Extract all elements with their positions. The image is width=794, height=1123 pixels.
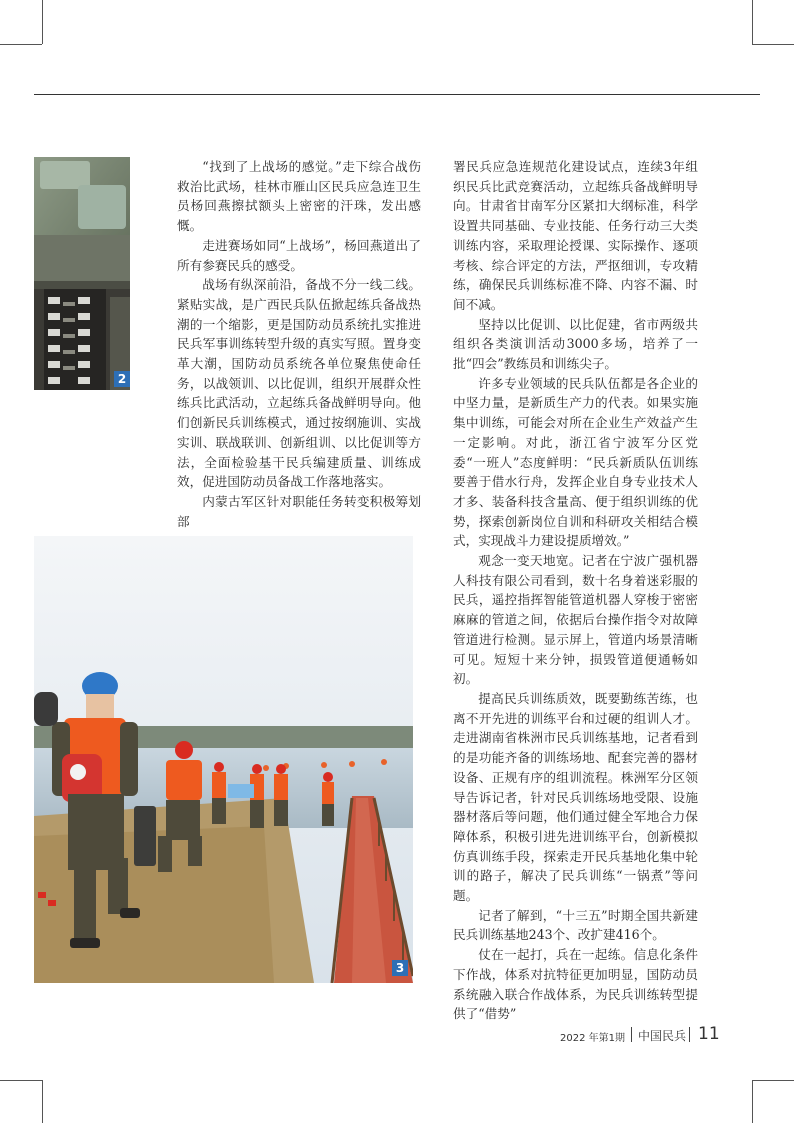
paragraph: 记者了解到，“十三五”时期全国共新建民兵训练基地243个、改扩建416个。 — [453, 907, 698, 943]
crop-mark — [42, 1080, 43, 1123]
paragraph: “找到了上战场的感觉。”走下综合战伤救治比武场，桂林市雁山区民兵应急连卫生员杨回燕擦拭额头上密密的汗珠，发出感慨。 — [177, 159, 421, 234]
photo-number-badge: 3 — [392, 960, 408, 976]
crop-mark — [42, 0, 43, 44]
crop-mark — [752, 1080, 753, 1123]
paragraph: 仗在一起打，兵在一起练。信息化条件下作战，体系对抗特征更加明显，国防动员系统融入联合作战体系，为民兵训练转型提供了“借势” — [453, 947, 698, 1022]
page-footer — [520, 1026, 720, 1046]
crop-mark — [752, 1080, 794, 1081]
crop-mark — [0, 1080, 42, 1081]
page-number: 11 — [698, 1024, 720, 1044]
footer-divider — [631, 1027, 632, 1042]
photo-militia-drill — [34, 536, 413, 983]
paragraph: 提高民兵训练质效，既要勤练苦练，也离不开先进的训练平台和过硬的组训人才。走进湖南省株洲市民兵训练基地，记者看到的是功能齐备的训练场地、配套完善的器材设备、正规有序的组训流程。株洲军分区领导告诉记者，针对民兵训练场地受限、设施器材落后等问题，他们通过健全军地合力保障体系，积极引进先进训练平台，创新模拟仿真训练手段，探索走开民兵基地化集中轮训的路子，解决了民兵训练“一锅煮”等问题。 — [453, 690, 698, 904]
text-column-left — [177, 157, 421, 531]
paragraph: 署民兵应急连规范化建设试点，连续3年组织民兵比武竞赛活动，立起练兵备战鲜明导向。甘肃省甘南军分区紧扣大纲标准，科学设置共同基础、专业技能、任务行动三大类训练内容，采取理论授课、实际操作、逐项考核、综合评定的方法，严抠细训，专攻精练，确保民兵训练标准不降、内容不漏、时间不减。 — [453, 159, 698, 312]
crop-mark — [752, 0, 753, 44]
crop-mark — [752, 44, 794, 45]
photo-vehicle-track — [34, 157, 130, 390]
paragraph: 坚持以比促训、以比促建，省市两级共组织各类演训活动3000多场，培养了一批“四会”教练员和训练尖子。 — [453, 316, 698, 372]
paragraph: 许多专业领域的民兵队伍都是各企业的中坚力量，是新质生产力的代表。如果实施集中训练，可能会对所在企业生产效益产生一定影响。对此，浙江省宁波军分区党委“一班人”态度鲜明：“民兵新质队伍训练要善于借水行舟，发挥企业自身专业技术人才多、装备科技含量高、便于组织训练的优势，探索创新岗位自训和科研攻关相结合模式，实现战斗力建设提质增效。” — [453, 375, 698, 549]
militia-drill-illustration — [34, 536, 413, 983]
issue-label: 2022 年第1期 — [560, 1033, 625, 1044]
magazine-name: 中国民兵 — [638, 1029, 687, 1043]
vehicle-track-illustration — [34, 157, 130, 390]
crop-mark — [0, 44, 42, 45]
paragraph: 走进赛场如同“上战场”，杨回燕道出了所有参赛民兵的感受。 — [177, 237, 421, 273]
header-rule — [34, 94, 760, 95]
paragraph: 战场有纵深前沿，备战不分一线二线。紧贴实战，是广西民兵队伍掀起练兵备战热潮的一个缩影，更是国防动员系统扎实推进民兵军事训练转型升级的真实写照。置身变革大潮，国防动员系统各单位聚焦使命任务，以战领训、以比促训，组织开展群众性练兵比武活动，立起练兵备战鲜明导向。他们创新民兵训练模式，通过按纲施训、实战实训、联战联训、创新组训、以比促训等方法，全面检验基干民兵编建质量、训练成效，促进国防动员备战工作落地落实。 — [177, 277, 421, 490]
paragraph: 观念一变天地宽。记者在宁波广强机器人科技有限公司看到，数十名身着迷彩服的民兵，遥控指挥智能管道机器人穿梭于密密麻麻的管道之间，依据后台操作指令对故障管道进行检测。显示屏上，管道内场景清晰可见。短短十来分钟，损毁管道便通畅如初。 — [453, 553, 698, 687]
footer-divider — [689, 1027, 690, 1042]
photo-number-badge: 2 — [114, 371, 130, 387]
text-column-right — [453, 157, 698, 1024]
paragraph: 内蒙古军区针对职能任务转变积极筹划部 — [177, 493, 421, 529]
